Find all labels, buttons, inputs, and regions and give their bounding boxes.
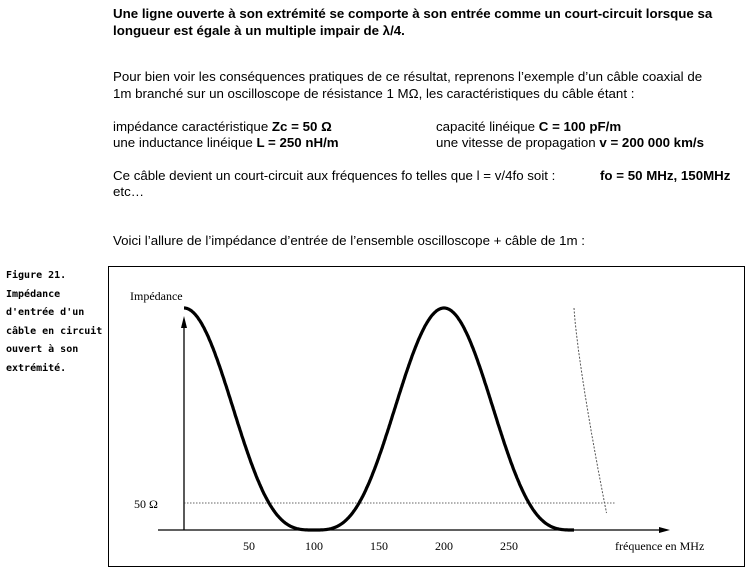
paragraph-3-line-1: Ce câble devient un court-circuit aux fréquences fo telles que l = v/4fo soit : xyxy=(113,168,556,183)
caption-line-6: extrémité. xyxy=(6,362,67,374)
paragraph-3-line-2: etc… xyxy=(113,184,145,199)
y-axis-arrow xyxy=(181,316,187,328)
x-tick-label: 100 xyxy=(305,539,323,553)
caption-line-4: câble en circuit xyxy=(6,325,103,337)
char-impedance-value: Zc = 50 Ω xyxy=(271,119,332,134)
intro-line-2: longueur est égale à un multiple impair de λ/4. xyxy=(113,23,405,38)
x-tick-label: 250 xyxy=(500,539,518,553)
x-tick-label: 50 xyxy=(243,539,255,553)
impedance-curve-tail xyxy=(574,308,607,513)
x-axis-label: fréquence en MHz xyxy=(615,539,705,553)
char-capacitance-label: capacité linéique xyxy=(436,119,539,134)
paragraph-2-line-1: Pour bien voir les conséquences pratiques de ce résultat, reprenons l’exemple d’un câble coaxial de xyxy=(113,69,703,84)
paragraph-3-value: fo = 50 MHz, 150MHz xyxy=(600,168,731,183)
caption-line-1: Figure 21. xyxy=(6,270,67,281)
char-inductance-value: L = 250 nH/m xyxy=(256,135,339,150)
char-inductance-label: une inductance linéique xyxy=(113,135,257,150)
paragraph-4: Voici l’allure de l’impédance d’entrée de l’ensemble oscilloscope + câble de 1m : xyxy=(113,233,585,248)
char-velocity-value: v = 200 000 km/s xyxy=(599,135,704,150)
caption-line-2: Impédance xyxy=(6,288,61,300)
caption-line-3: d'entrée d'un xyxy=(6,307,85,318)
x-axis-arrow xyxy=(659,527,670,533)
intro-line-1: Une ligne ouverte à son extrémité se comporte à son entrée comme un court-circuit lorsque sa xyxy=(113,6,713,21)
impedance-curve xyxy=(184,308,574,530)
char-velocity-label: une vitesse de propagation xyxy=(436,135,600,150)
caption-line-5: ouvert à son xyxy=(6,344,79,355)
char-impedance-label: impédance caractéristique xyxy=(113,119,272,134)
paragraph-2-line-2: 1m branché sur un oscilloscope de résistance 1 MΩ, les caractéristiques du câble étant : xyxy=(113,86,635,101)
x-tick-label: 200 xyxy=(435,539,453,553)
y-axis-label: Impédance xyxy=(130,289,183,303)
x-tick-label: 150 xyxy=(370,539,388,553)
char-capacitance-value: C = 100 pF/m xyxy=(538,119,622,134)
reference-label: 50 Ω xyxy=(134,497,158,511)
